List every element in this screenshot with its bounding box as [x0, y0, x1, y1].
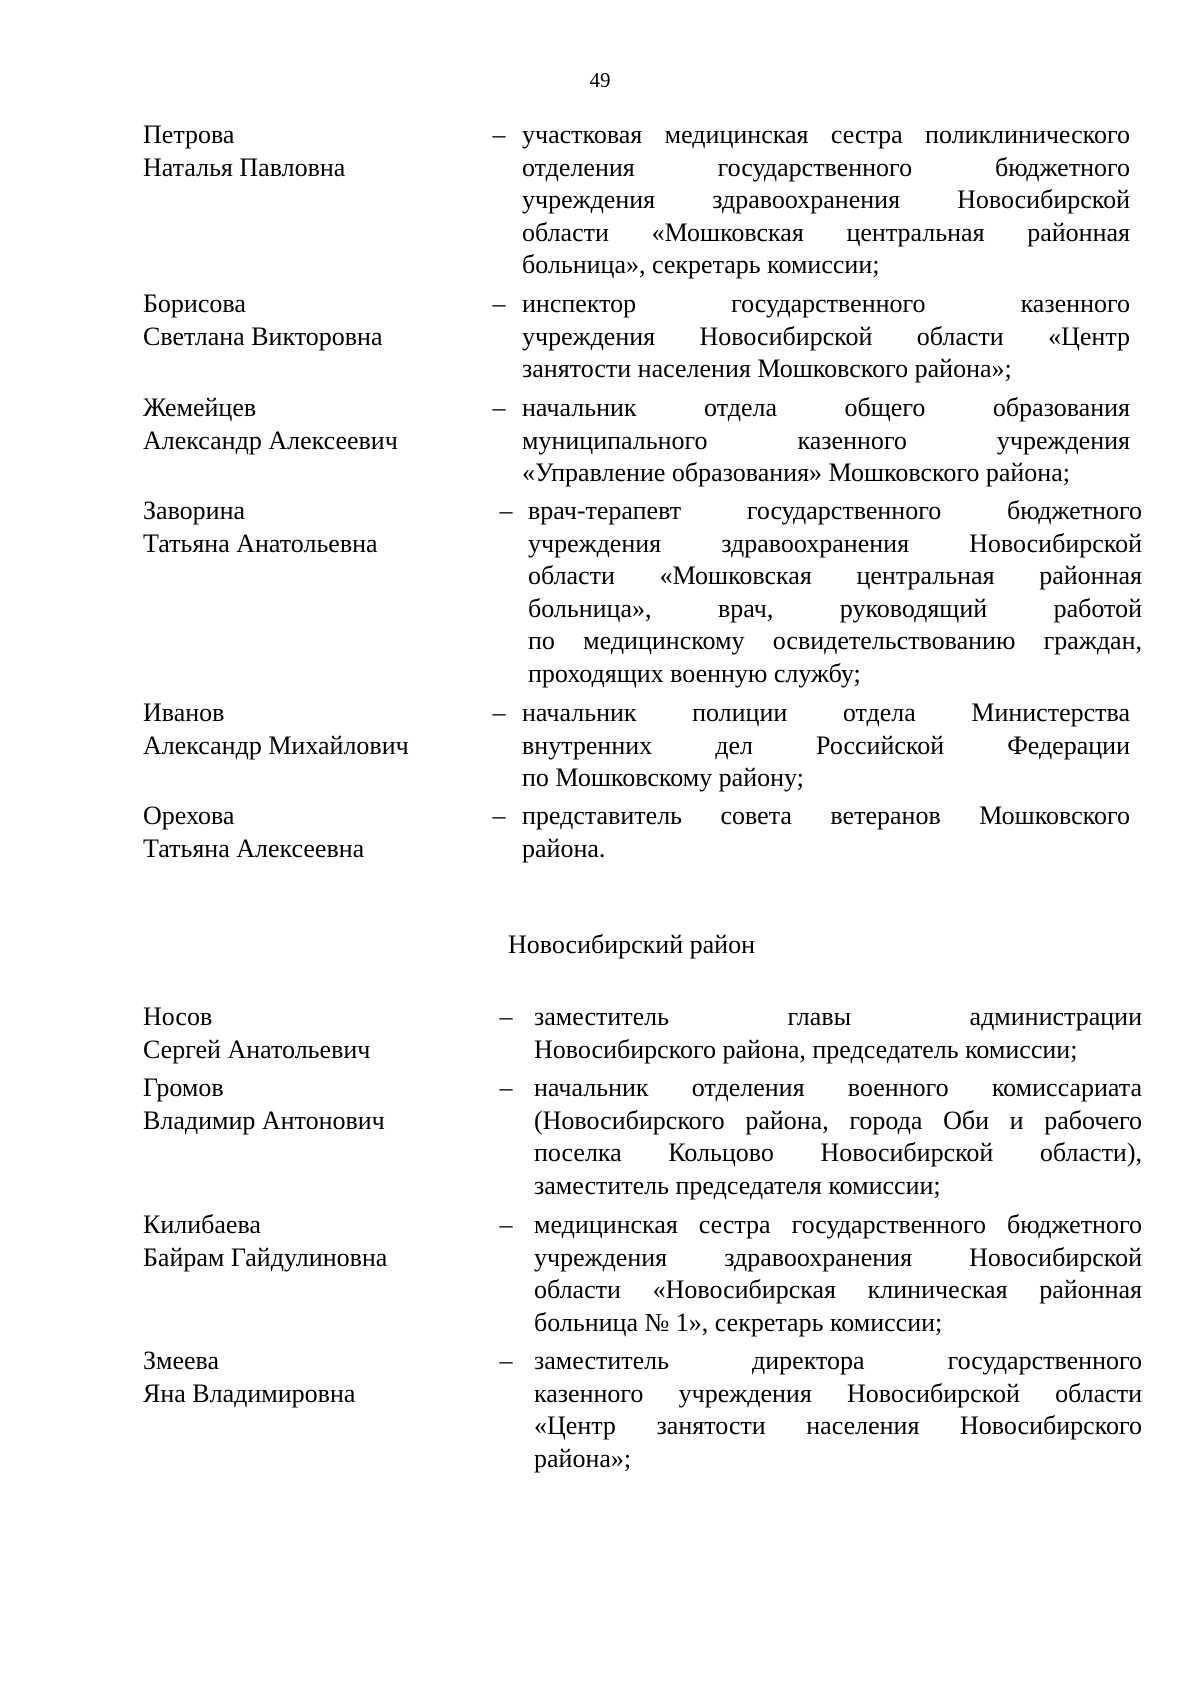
member-position-description	[522, 288, 1130, 386]
member-given-names: Татьяна Алексеевна	[143, 833, 365, 863]
member-given-names: Владимир Антонович	[143, 1105, 385, 1135]
description-line: участковая медицинская сестра поликлинического	[522, 120, 1130, 149]
description-line: больница № 1», секретарь комиссии;	[534, 1307, 943, 1337]
dash-separator: –	[499, 1002, 513, 1031]
description-line: учреждения здравоохранения Новосибирской	[528, 528, 1142, 558]
description-line: больница», секретарь комиссии;	[522, 250, 880, 279]
member-surname: Громов	[143, 1073, 224, 1102]
member-given-names: Наталья Павловна	[143, 152, 346, 182]
member-name	[143, 800, 473, 865]
member-given-names: Татьяна Анатольевна	[143, 528, 378, 558]
dash-separator: –	[499, 496, 513, 525]
description-line: учреждения здравоохранения Новосибирской	[522, 185, 1130, 214]
description-line: учреждения здравоохранения Новосибирской	[534, 1242, 1142, 1272]
description-line: занятости населения Мошковского района»;	[522, 354, 1012, 383]
member-name	[143, 697, 473, 762]
member-position-description	[522, 392, 1130, 490]
member-surname: Килибаева	[143, 1210, 261, 1239]
description-line: района»;	[534, 1443, 632, 1473]
description-line: Новосибирского района, председатель комиссии;	[534, 1034, 1078, 1064]
member-surname: Борисова	[143, 289, 246, 318]
member-name	[143, 392, 473, 457]
member-surname: Жемейцев	[143, 393, 257, 422]
description-line: «Центр занятости населения Новосибирского	[534, 1411, 1142, 1440]
dash-separator: –	[499, 1346, 513, 1375]
dash-separator: –	[499, 1073, 513, 1102]
member-position-description	[528, 495, 1142, 690]
member-given-names: Яна Владимировна	[143, 1378, 356, 1408]
member-position-description	[534, 1345, 1142, 1475]
member-name	[143, 119, 473, 184]
description-line: проходящих военную службу;	[528, 658, 861, 688]
member-position-description	[522, 697, 1130, 795]
member-given-names: Байрам Гайдулиновна	[143, 1242, 388, 1272]
description-line: больница», врач, руководящий работой	[528, 593, 1142, 623]
member-surname: Иванов	[143, 698, 225, 727]
description-line: учреждения Новосибирской области «Центр	[522, 321, 1130, 351]
member-name	[143, 495, 473, 560]
dash-separator: –	[492, 289, 506, 318]
description-line: (Новосибирского района, города Оби и рабочего	[534, 1105, 1142, 1135]
member-given-names: Сергей Анатольевич	[143, 1034, 371, 1064]
member-surname: Орехова	[143, 801, 235, 830]
description-line: отделения государственного бюджетного	[522, 152, 1130, 182]
description-line: внутренних дел Российской Федерации	[522, 730, 1130, 760]
member-name	[143, 1345, 473, 1410]
description-line: поселка Кольцово Новосибирской области),	[534, 1138, 1142, 1167]
dash-separator: –	[492, 801, 506, 830]
member-name	[143, 1209, 473, 1274]
description-line: заместитель председателя комиссии;	[534, 1170, 941, 1200]
member-name	[143, 1072, 473, 1137]
member-position-description	[534, 1072, 1142, 1202]
description-line: представитель совета ветеранов Мошковского	[522, 801, 1130, 830]
dash-separator: –	[492, 120, 506, 149]
description-line: заместитель директора государственного	[534, 1346, 1142, 1375]
page-number: 49	[589, 68, 611, 92]
description-line: района.	[522, 833, 606, 863]
member-position-description	[522, 800, 1130, 865]
dash-separator: –	[499, 1210, 513, 1239]
description-line: области «Мошковская центральная районная	[528, 561, 1142, 590]
description-line: инспектор государственного казенного	[522, 289, 1130, 318]
description-line: казенного учреждения Новосибирской области	[534, 1378, 1142, 1408]
member-surname: Петрова	[143, 120, 235, 149]
description-line: заместитель главы администрации	[534, 1002, 1142, 1031]
description-line: начальник отделения военного комиссариата	[534, 1073, 1142, 1102]
member-surname: Заворина	[143, 496, 246, 525]
member-given-names: Светлана Викторовна	[143, 321, 383, 351]
description-line: по Мошковскому району;	[522, 763, 804, 792]
member-given-names: Александр Михайлович	[143, 730, 409, 760]
dash-separator: –	[492, 698, 506, 727]
description-line: начальник полиции отдела Министерства	[522, 698, 1130, 727]
member-surname: Носов	[143, 1002, 213, 1031]
description-line: врач-терапевт государственного бюджетного	[528, 496, 1142, 525]
description-line: области «Мошковская центральная районная	[522, 217, 1130, 247]
member-given-names: Александр Алексеевич	[143, 425, 398, 455]
description-line: начальник отдела общего образования	[522, 393, 1130, 422]
description-line: медицинская сестра государственного бюджетного	[534, 1210, 1142, 1239]
dash-separator: –	[492, 393, 506, 422]
section-heading: Новосибирский район	[508, 930, 755, 959]
description-line: области «Новосибирская клиническая районная	[534, 1275, 1142, 1304]
description-line: по медицинскому освидетельствованию граждан,	[528, 626, 1142, 655]
description-line: муниципального казенного учреждения	[522, 425, 1130, 455]
member-name	[143, 1001, 473, 1066]
member-position-description	[522, 119, 1130, 282]
member-surname: Змеева	[143, 1346, 220, 1375]
description-line: «Управление образования» Мошковского района;	[522, 458, 1070, 487]
member-position-description	[534, 1209, 1142, 1339]
member-name	[143, 288, 473, 353]
member-position-description	[534, 1001, 1142, 1066]
